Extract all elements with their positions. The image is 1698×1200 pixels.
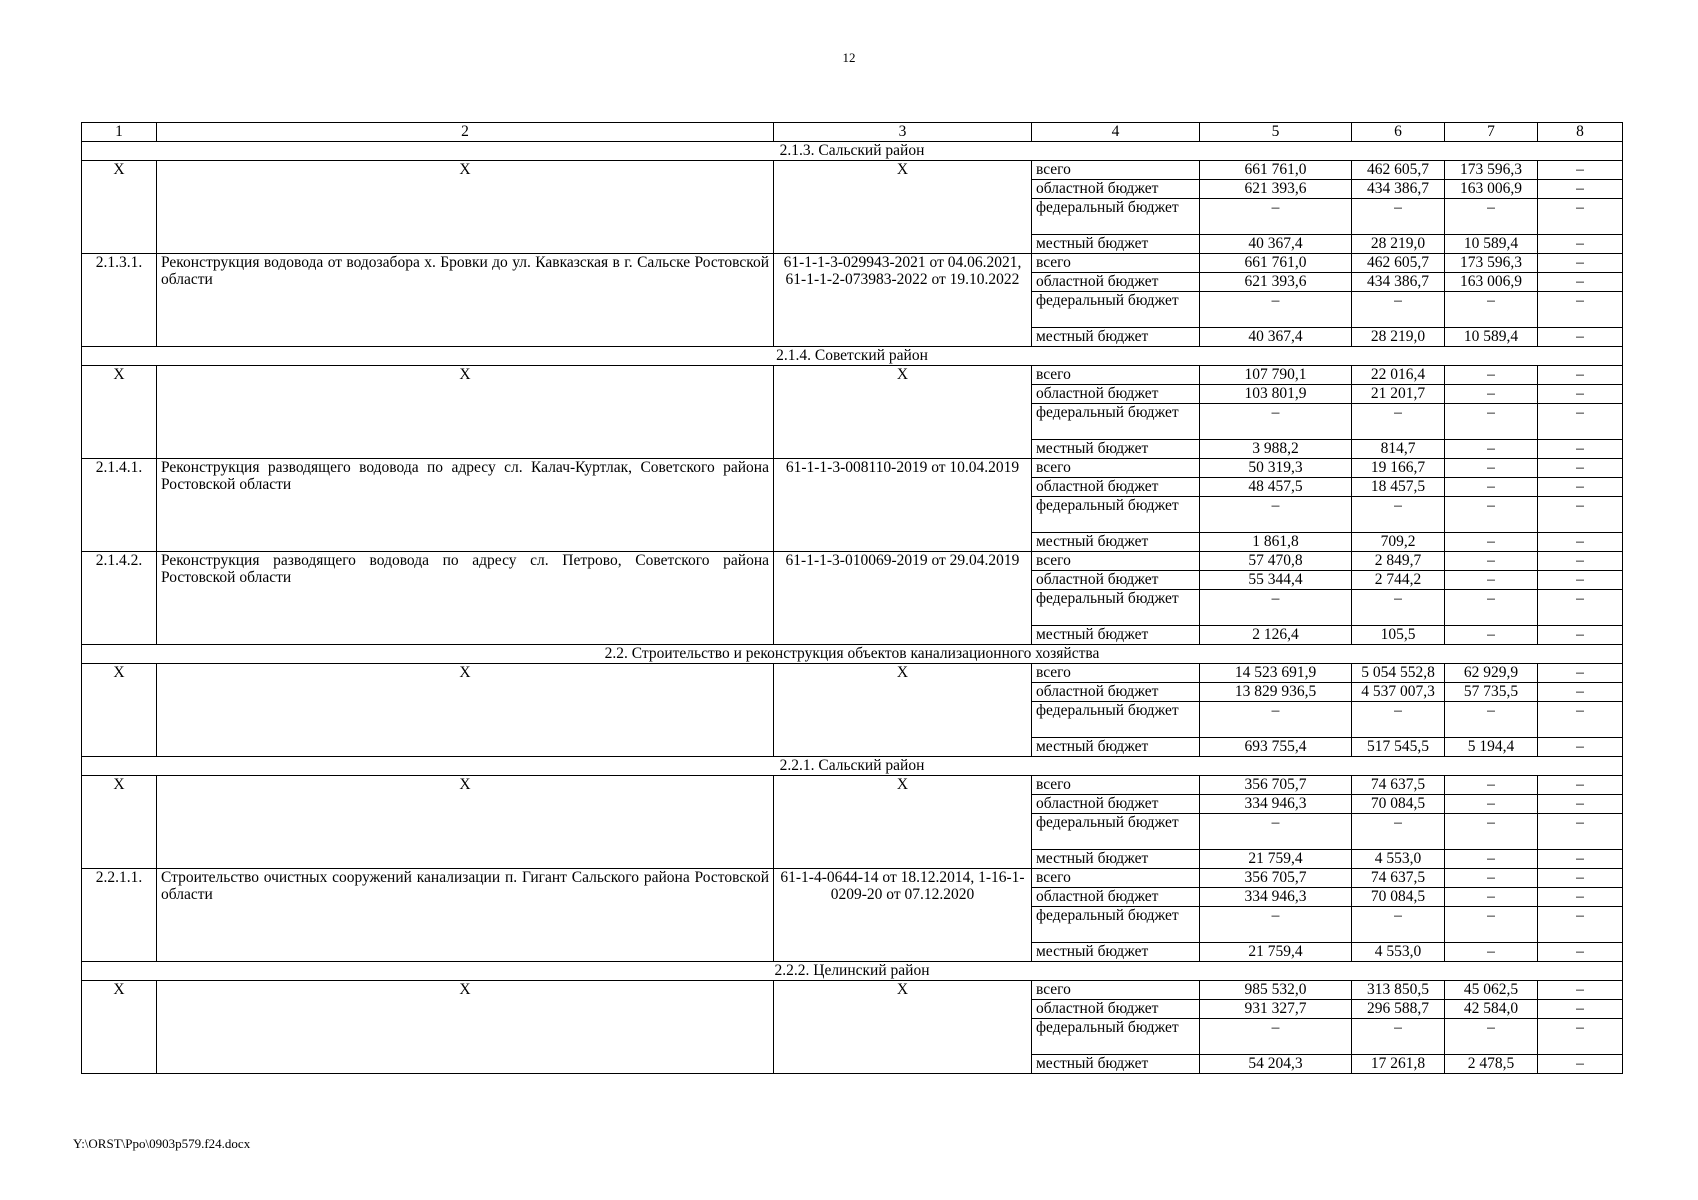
table-row	[82, 869, 1623, 888]
value-cell: –	[1538, 590, 1623, 626]
value-cell: –	[1538, 907, 1623, 943]
budget-label: федеральный бюджет	[1032, 404, 1200, 440]
value-cell: 621 393,6	[1200, 273, 1352, 292]
value-cell: –	[1445, 497, 1538, 533]
value-cell: –	[1445, 776, 1538, 795]
value-cell: –	[1538, 738, 1623, 757]
value-cell: –	[1538, 1055, 1623, 1074]
value-cell: –	[1538, 981, 1623, 1000]
value-cell: 661 761,0	[1200, 254, 1352, 273]
value-cell: –	[1538, 235, 1623, 254]
budget-label: областной бюджет	[1032, 795, 1200, 814]
budget-label: местный бюджет	[1032, 533, 1200, 552]
value-cell: –	[1538, 328, 1623, 347]
value-cell: –	[1538, 199, 1623, 235]
header-cell: 4	[1032, 123, 1200, 142]
value-cell: –	[1200, 292, 1352, 328]
value-cell: –	[1538, 683, 1623, 702]
value-cell: 661 761,0	[1200, 161, 1352, 180]
value-cell: 356 705,7	[1200, 776, 1352, 795]
item-name: X	[157, 776, 774, 869]
budget-label: всего	[1032, 776, 1200, 795]
value-cell: –	[1538, 888, 1623, 907]
value-cell: 103 801,9	[1200, 385, 1352, 404]
value-cell: –	[1445, 366, 1538, 385]
item-number: X	[82, 366, 157, 459]
value-cell: –	[1445, 626, 1538, 645]
value-cell: 22 016,4	[1352, 366, 1445, 385]
value-cell: 163 006,9	[1445, 180, 1538, 199]
value-cell: –	[1445, 850, 1538, 869]
value-cell: –	[1538, 440, 1623, 459]
value-cell: –	[1445, 943, 1538, 962]
value-cell: –	[1538, 571, 1623, 590]
value-cell: 296 588,7	[1352, 1000, 1445, 1019]
value-cell: 40 367,4	[1200, 328, 1352, 347]
value-cell: –	[1445, 404, 1538, 440]
item-document: 61-1-1-3-010069-2019 от 29.04.2019	[774, 552, 1032, 645]
value-cell: –	[1200, 497, 1352, 533]
value-cell: –	[1538, 552, 1623, 571]
value-cell: –	[1352, 702, 1445, 738]
value-cell: –	[1445, 440, 1538, 459]
value-cell: 709,2	[1352, 533, 1445, 552]
value-cell: –	[1538, 664, 1623, 683]
value-cell: 21 201,7	[1352, 385, 1445, 404]
budget-label: местный бюджет	[1032, 1055, 1200, 1074]
value-cell: –	[1538, 814, 1623, 850]
value-cell: –	[1200, 590, 1352, 626]
value-cell: –	[1538, 273, 1623, 292]
value-cell: –	[1538, 385, 1623, 404]
budget-label: областной бюджет	[1032, 478, 1200, 497]
header-cell: 1	[82, 123, 157, 142]
value-cell: –	[1538, 626, 1623, 645]
item-name: X	[157, 981, 774, 1074]
item-name: Реконструкция водовода от водозабора х. Бровки до ул. Кавказская в г. Сальске Ростовской области	[157, 254, 774, 347]
value-cell: –	[1538, 850, 1623, 869]
value-cell: –	[1538, 180, 1623, 199]
value-cell: –	[1538, 478, 1623, 497]
section-row	[82, 142, 1623, 161]
value-cell: –	[1538, 702, 1623, 738]
value-cell: 18 457,5	[1352, 478, 1445, 497]
table-row	[82, 366, 1623, 385]
value-cell: 2 849,7	[1352, 552, 1445, 571]
value-cell: –	[1200, 404, 1352, 440]
header-cell: 7	[1445, 123, 1538, 142]
value-cell: –	[1445, 814, 1538, 850]
item-number: X	[82, 981, 157, 1074]
value-cell: 10 589,4	[1445, 328, 1538, 347]
budget-label: федеральный бюджет	[1032, 814, 1200, 850]
value-cell: 434 386,7	[1352, 180, 1445, 199]
value-cell: –	[1352, 590, 1445, 626]
budget-label: областной бюджет	[1032, 180, 1200, 199]
value-cell: 50 319,3	[1200, 459, 1352, 478]
header-cell: 3	[774, 123, 1032, 142]
value-cell: –	[1538, 497, 1623, 533]
value-cell: 2 478,5	[1445, 1055, 1538, 1074]
budget-label: федеральный бюджет	[1032, 590, 1200, 626]
budget-label: федеральный бюджет	[1032, 702, 1200, 738]
value-cell: 70 084,5	[1352, 888, 1445, 907]
budget-label: всего	[1032, 552, 1200, 571]
item-name: X	[157, 366, 774, 459]
budget-label: областной бюджет	[1032, 888, 1200, 907]
item-document: 61-1-4-0644-14 от 18.12.2014, 1-16-1-0209-20 от 07.12.2020	[774, 869, 1032, 962]
value-cell: –	[1538, 254, 1623, 273]
value-cell: 74 637,5	[1352, 869, 1445, 888]
item-name: X	[157, 664, 774, 757]
item-document: 61-1-1-3-008110-2019 от 10.04.2019	[774, 459, 1032, 552]
value-cell: 4 553,0	[1352, 850, 1445, 869]
value-cell: 28 219,0	[1352, 235, 1445, 254]
value-cell: –	[1445, 571, 1538, 590]
value-cell: –	[1352, 497, 1445, 533]
value-cell: 462 605,7	[1352, 161, 1445, 180]
table-row	[82, 776, 1623, 795]
value-cell: –	[1538, 1000, 1623, 1019]
value-cell: 434 386,7	[1352, 273, 1445, 292]
budget-label: местный бюджет	[1032, 850, 1200, 869]
budget-label: областной бюджет	[1032, 683, 1200, 702]
value-cell: 57 735,5	[1445, 683, 1538, 702]
value-cell: –	[1445, 459, 1538, 478]
value-cell: 70 084,5	[1352, 795, 1445, 814]
item-name: Реконструкция разводящего водовода по адресу сл. Калач-Куртлак, Советского района Ростовской области	[157, 459, 774, 552]
item-document: X	[774, 776, 1032, 869]
value-cell: 4 537 007,3	[1352, 683, 1445, 702]
value-cell: 21 759,4	[1200, 943, 1352, 962]
table-row	[82, 161, 1623, 180]
value-cell: –	[1538, 1019, 1623, 1055]
page-number: 12	[842, 50, 856, 65]
value-cell: 105,5	[1352, 626, 1445, 645]
value-cell: 313 850,5	[1352, 981, 1445, 1000]
value-cell: 2 744,2	[1352, 571, 1445, 590]
value-cell: 48 457,5	[1200, 478, 1352, 497]
value-cell: –	[1538, 459, 1623, 478]
budget-table	[81, 122, 1623, 1074]
budget-label: местный бюджет	[1032, 235, 1200, 254]
value-cell: –	[1538, 943, 1623, 962]
value-cell: –	[1200, 907, 1352, 943]
header-row	[82, 123, 1623, 142]
value-cell: –	[1352, 814, 1445, 850]
budget-label: местный бюджет	[1032, 626, 1200, 645]
budget-label: областной бюджет	[1032, 385, 1200, 404]
value-cell: 3 988,2	[1200, 440, 1352, 459]
value-cell: –	[1352, 1019, 1445, 1055]
header-cell: 8	[1538, 123, 1623, 142]
budget-label: областной бюджет	[1032, 571, 1200, 590]
value-cell: –	[1538, 869, 1623, 888]
value-cell: 334 946,3	[1200, 888, 1352, 907]
value-cell: –	[1352, 907, 1445, 943]
value-cell: 74 637,5	[1352, 776, 1445, 795]
value-cell: 621 393,6	[1200, 180, 1352, 199]
budget-label: федеральный бюджет	[1032, 907, 1200, 943]
value-cell: 173 596,3	[1445, 161, 1538, 180]
budget-label: областной бюджет	[1032, 1000, 1200, 1019]
budget-label: всего	[1032, 869, 1200, 888]
section-title: 2.2.1. Сальский район	[82, 757, 1623, 776]
table-row	[82, 254, 1623, 273]
item-document: X	[774, 366, 1032, 459]
budget-label: федеральный бюджет	[1032, 292, 1200, 328]
value-cell: 2 126,4	[1200, 626, 1352, 645]
value-cell: –	[1200, 1019, 1352, 1055]
value-cell: 5 194,4	[1445, 738, 1538, 757]
value-cell: 163 006,9	[1445, 273, 1538, 292]
value-cell: –	[1352, 199, 1445, 235]
file-path: Y:\ORST\Ppo\0903p579.f24.docx	[73, 1136, 251, 1151]
value-cell: 814,7	[1352, 440, 1445, 459]
value-cell: 55 344,4	[1200, 571, 1352, 590]
value-cell: –	[1352, 404, 1445, 440]
budget-label: всего	[1032, 161, 1200, 180]
budget-label: федеральный бюджет	[1032, 497, 1200, 533]
value-cell: 13 829 936,5	[1200, 683, 1352, 702]
value-cell: 517 545,5	[1352, 738, 1445, 757]
budget-label: местный бюджет	[1032, 738, 1200, 757]
header-cell: 5	[1200, 123, 1352, 142]
item-document: X	[774, 664, 1032, 757]
item-name: X	[157, 161, 774, 254]
value-cell: –	[1352, 292, 1445, 328]
value-cell: –	[1445, 888, 1538, 907]
item-number: 2.1.4.1.	[82, 459, 157, 552]
section-row	[82, 347, 1623, 366]
value-cell: 40 367,4	[1200, 235, 1352, 254]
value-cell: 985 532,0	[1200, 981, 1352, 1000]
table-row	[82, 459, 1623, 478]
value-cell: –	[1445, 478, 1538, 497]
value-cell: 4 553,0	[1352, 943, 1445, 962]
value-cell: 334 946,3	[1200, 795, 1352, 814]
item-document: 61-1-1-3-029943-2021 от 04.06.2021, 61-1-1-2-073983-2022 от 19.10.2022	[774, 254, 1032, 347]
value-cell: –	[1445, 590, 1538, 626]
value-cell: –	[1538, 366, 1623, 385]
value-cell: 931 327,7	[1200, 1000, 1352, 1019]
value-cell: 107 790,1	[1200, 366, 1352, 385]
budget-label: областной бюджет	[1032, 273, 1200, 292]
section-row	[82, 962, 1623, 981]
budget-label: всего	[1032, 459, 1200, 478]
section-title: 2.1.3. Сальский район	[82, 142, 1623, 161]
section-title: 2.2.2. Целинский район	[82, 962, 1623, 981]
value-cell: –	[1445, 1019, 1538, 1055]
value-cell: –	[1200, 814, 1352, 850]
item-number: 2.1.3.1.	[82, 254, 157, 347]
value-cell: –	[1200, 702, 1352, 738]
value-cell: 54 204,3	[1200, 1055, 1352, 1074]
table-row	[82, 664, 1623, 683]
value-cell: 62 929,9	[1445, 664, 1538, 683]
table-body	[82, 123, 1623, 1074]
header-cell: 6	[1352, 123, 1445, 142]
value-cell: 10 589,4	[1445, 235, 1538, 254]
value-cell: 693 755,4	[1200, 738, 1352, 757]
value-cell: –	[1538, 292, 1623, 328]
section-title: 2.1.4. Советский район	[82, 347, 1623, 366]
budget-label: местный бюджет	[1032, 943, 1200, 962]
value-cell: –	[1538, 404, 1623, 440]
item-number: 2.1.4.2.	[82, 552, 157, 645]
value-cell: –	[1445, 533, 1538, 552]
section-title: 2.2. Строительство и реконструкция объектов канализационного хозяйства	[82, 645, 1623, 664]
value-cell: 28 219,0	[1352, 328, 1445, 347]
section-row	[82, 645, 1623, 664]
budget-label: всего	[1032, 981, 1200, 1000]
value-cell: –	[1538, 161, 1623, 180]
table-row	[82, 552, 1623, 571]
item-document: X	[774, 981, 1032, 1074]
value-cell: –	[1445, 702, 1538, 738]
table-row	[82, 981, 1623, 1000]
value-cell: –	[1445, 869, 1538, 888]
budget-label: всего	[1032, 254, 1200, 273]
budget-label: местный бюджет	[1032, 328, 1200, 347]
value-cell: –	[1200, 199, 1352, 235]
value-cell: –	[1538, 795, 1623, 814]
value-cell: 57 470,8	[1200, 552, 1352, 571]
value-cell: 19 166,7	[1352, 459, 1445, 478]
budget-label: всего	[1032, 366, 1200, 385]
value-cell: –	[1445, 292, 1538, 328]
value-cell: –	[1538, 776, 1623, 795]
value-cell: 45 062,5	[1445, 981, 1538, 1000]
item-number: X	[82, 161, 157, 254]
value-cell: 356 705,7	[1200, 869, 1352, 888]
value-cell: 42 584,0	[1445, 1000, 1538, 1019]
value-cell: 14 523 691,9	[1200, 664, 1352, 683]
value-cell: 1 861,8	[1200, 533, 1352, 552]
budget-label: федеральный бюджет	[1032, 1019, 1200, 1055]
item-number: X	[82, 776, 157, 869]
value-cell: 5 054 552,8	[1352, 664, 1445, 683]
header-cell: 2	[157, 123, 774, 142]
item-name: Строительство очистных сооружений канализации п. Гигант Сальского района Ростовской области	[157, 869, 774, 962]
value-cell: 173 596,3	[1445, 254, 1538, 273]
value-cell: –	[1538, 533, 1623, 552]
item-number: X	[82, 664, 157, 757]
value-cell: 21 759,4	[1200, 850, 1352, 869]
value-cell: –	[1445, 907, 1538, 943]
value-cell: –	[1445, 552, 1538, 571]
budget-label: всего	[1032, 664, 1200, 683]
value-cell: 17 261,8	[1352, 1055, 1445, 1074]
budget-label: федеральный бюджет	[1032, 199, 1200, 235]
item-name: Реконструкция разводящего водовода по адресу сл. Петрово, Советского района Ростовской области	[157, 552, 774, 645]
section-row	[82, 757, 1623, 776]
value-cell: –	[1445, 385, 1538, 404]
value-cell: 462 605,7	[1352, 254, 1445, 273]
value-cell: –	[1445, 795, 1538, 814]
item-document: X	[774, 161, 1032, 254]
item-number: 2.2.1.1.	[82, 869, 157, 962]
value-cell: –	[1445, 199, 1538, 235]
budget-label: местный бюджет	[1032, 440, 1200, 459]
